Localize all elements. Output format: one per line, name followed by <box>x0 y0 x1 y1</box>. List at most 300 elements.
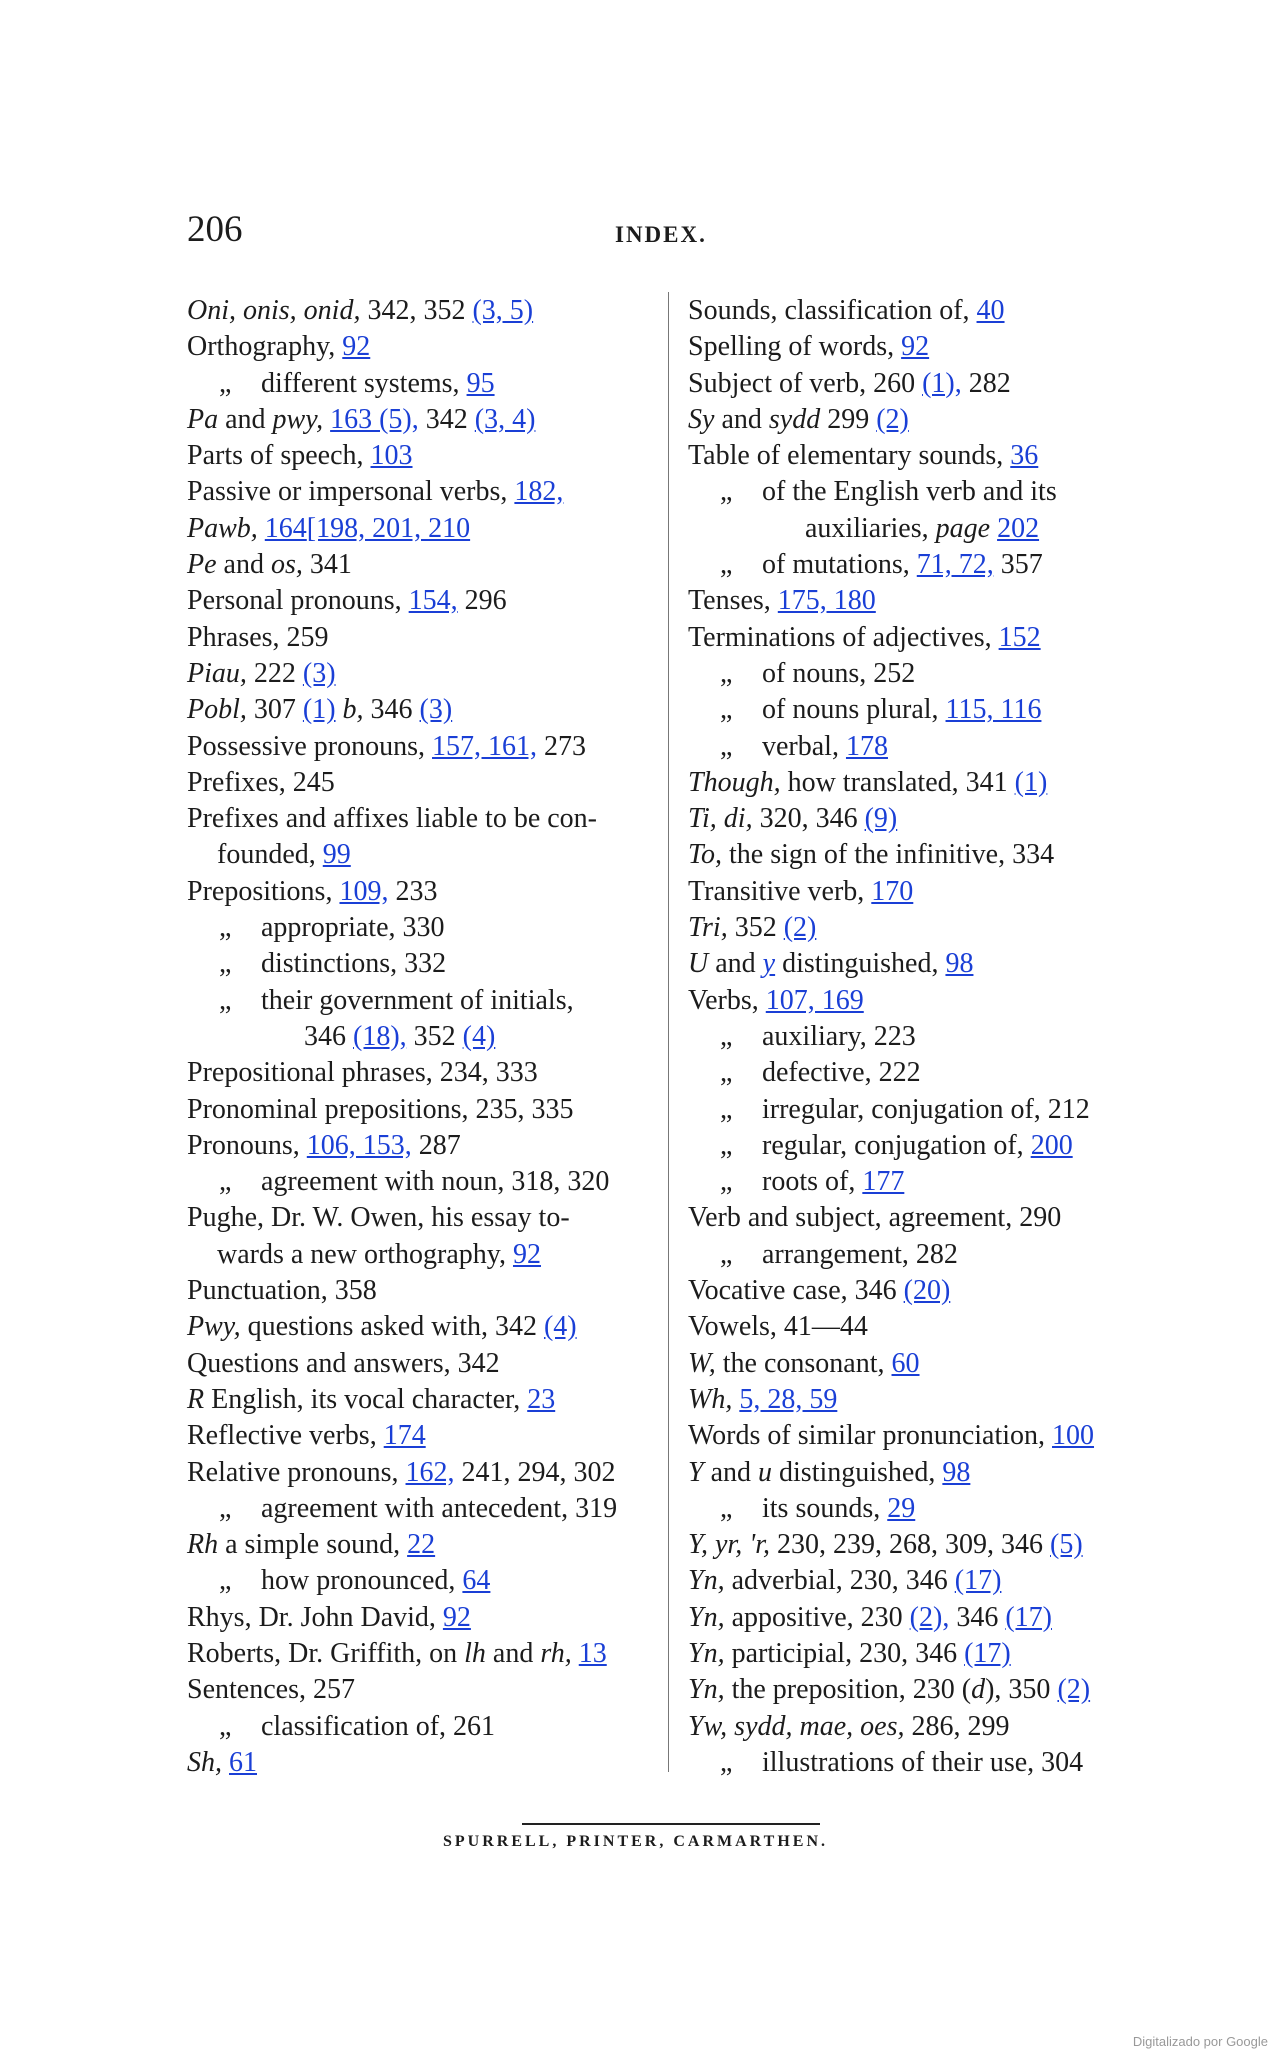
index-entry <box>688 366 1158 402</box>
page-reference-link[interactable]: 64 <box>462 1565 491 1597</box>
ditto-mark: „ <box>720 1166 733 1198</box>
page-reference-link[interactable]: 92 <box>901 331 930 363</box>
index-entry <box>688 1164 1158 1200</box>
entry-text: Orthography, <box>187 331 343 363</box>
entry-text: page <box>935 512 991 544</box>
entry-text: 222 <box>246 657 303 689</box>
index-entry <box>688 438 1158 474</box>
entry-text: 286, 299 <box>904 1710 1010 1742</box>
entry-text <box>572 1638 579 1669</box>
index-entry <box>688 1273 1158 1309</box>
entry-text: classification of, 261 <box>261 1710 496 1742</box>
entry-text: auxiliaries, <box>805 512 936 544</box>
index-entry <box>688 1709 1158 1745</box>
entry-text: Questions and answers, 342 <box>187 1347 500 1379</box>
page-reference-link[interactable]: 175, 180 <box>777 585 876 617</box>
index-entry <box>187 293 647 329</box>
index-entry <box>187 547 647 583</box>
page-reference-link[interactable]: 29 <box>887 1492 916 1524</box>
entry-text: u <box>758 1456 773 1488</box>
entry-text: founded, <box>217 839 323 871</box>
entry-text: of nouns, 252 <box>762 657 916 689</box>
index-entry <box>688 837 1158 873</box>
index-entry <box>688 293 1158 329</box>
ditto-mark: „ <box>720 730 733 762</box>
entry-text: distinctions, 332 <box>261 948 447 980</box>
index-entry <box>187 329 647 365</box>
entry-text: and <box>216 549 271 581</box>
page-reference-link[interactable]: (17) <box>954 1565 1002 1597</box>
page-reference-link[interactable]: 23 <box>527 1383 556 1415</box>
entry-text: Prepositional phrases, 234, 333 <box>187 1057 538 1089</box>
index-entry <box>187 1745 647 1781</box>
ditto-mark: „ <box>720 1129 733 1161</box>
ditto-mark: „ <box>720 476 733 508</box>
page-reference-link[interactable]: 60 <box>891 1347 920 1379</box>
index-entry <box>187 765 647 801</box>
entry-text: Subject of verb, 260 <box>688 367 923 399</box>
index-entry <box>688 1092 1158 1128</box>
index-entry <box>688 329 1158 365</box>
entry-text: English, its vocal character, <box>204 1383 528 1415</box>
entry-text: Tri, <box>688 912 728 944</box>
entry-text: a simple sound, <box>218 1529 408 1561</box>
entry-text <box>222 1747 229 1778</box>
page-reference-link[interactable]: 99 <box>322 839 351 871</box>
page-reference-link[interactable]: 98 <box>942 1456 971 1488</box>
index-entry <box>187 910 647 946</box>
entry-text: agreement with antecedent, 319 <box>261 1492 618 1524</box>
index-entry <box>187 1527 647 1563</box>
index-entry <box>688 1672 1158 1708</box>
index-entry <box>187 946 647 982</box>
entry-text: and <box>485 1637 541 1669</box>
index-entry <box>688 983 1158 1019</box>
index-entry <box>688 1055 1158 1091</box>
page-reference-link[interactable]: 92 <box>442 1601 471 1633</box>
index-entry <box>688 1382 1158 1418</box>
entry-text: Sh, <box>187 1746 222 1778</box>
index-entry <box>688 1019 1158 1055</box>
index-entry <box>187 1672 647 1708</box>
entry-text: Rh <box>187 1529 219 1561</box>
entry-text: 357 <box>993 549 1043 581</box>
entry-text: Sy <box>688 403 715 435</box>
page-reference-link[interactable]: 61 <box>229 1746 257 1778</box>
ditto-mark: „ <box>219 1492 232 1524</box>
entry-text: Prefixes, 245 <box>187 766 335 798</box>
entry-text: Yn, <box>688 1674 725 1706</box>
ditto-mark: „ <box>219 912 232 944</box>
page-reference-link[interactable]: (17) <box>964 1637 1011 1669</box>
entry-text: Tenses, <box>688 585 778 617</box>
page-reference-link[interactable]: 152 <box>998 621 1041 653</box>
page-reference-link[interactable]: 5, 28, 59 <box>739 1383 838 1415</box>
page-reference-link[interactable]: [198, 201, 210 <box>306 512 471 544</box>
entry-text: 273 <box>537 730 587 762</box>
index-entry <box>688 1128 1158 1164</box>
entry-text: Ti, di, <box>688 803 753 835</box>
index-entry <box>187 366 647 402</box>
index-entry <box>688 1636 1158 1672</box>
page-reference-link[interactable]: 177 <box>862 1166 905 1198</box>
ditto-mark: „ <box>219 984 232 1016</box>
index-entry <box>187 1237 647 1273</box>
printer-imprint: SPURRELL, PRINTER, CARMARTHEN. <box>443 1833 829 1850</box>
page-reference-link[interactable]: 103 <box>370 440 413 472</box>
entry-text: questions asked with, 342 <box>240 1311 544 1343</box>
page-reference-link[interactable]: 162, <box>405 1456 455 1488</box>
index-entry <box>187 1164 647 1200</box>
entry-text: b, <box>342 694 364 726</box>
page-reference-link[interactable]: (1) <box>302 694 336 726</box>
ditto-mark: „ <box>720 1238 733 1270</box>
entry-text: Oni, onis, onid, <box>187 295 361 326</box>
entry-text: Punctuation, 358 <box>187 1275 377 1307</box>
entry-text: appropriate, 330 <box>261 912 445 944</box>
entry-text <box>258 513 265 544</box>
entry-text: rh, <box>540 1637 572 1669</box>
entry-text: Pe <box>187 549 217 581</box>
page-reference-link[interactable]: 36 <box>1010 440 1039 472</box>
index-entry <box>187 837 647 873</box>
index-entry <box>688 874 1158 910</box>
entry-text: Terminations of adjectives, <box>688 621 999 653</box>
entry-text: Spelling of words, <box>688 331 902 363</box>
index-entry <box>187 1273 647 1309</box>
entry-text: defective, 222 <box>762 1057 921 1089</box>
entry-text: 346 <box>949 1601 1006 1633</box>
entry-text: 346 <box>304 1020 353 1052</box>
entry-text: of mutations, <box>762 549 917 581</box>
entry-text: 346 <box>363 694 420 726</box>
page-reference-link[interactable]: (2) <box>876 403 909 435</box>
entry-text: 352 <box>406 1020 463 1052</box>
entry-text: 342, 352 <box>360 295 473 326</box>
entry-text: U <box>688 948 709 980</box>
entry-text: sydd <box>768 403 821 435</box>
entry-text: regular, conjugation of, <box>762 1129 1031 1161</box>
entry-text: Sounds, classification of, <box>688 295 977 326</box>
page-reference-link[interactable]: 98 <box>945 948 974 980</box>
digitization-note: Digitalizado por Google <box>1132 2034 1268 2049</box>
entry-text: lh <box>464 1637 486 1669</box>
ditto-mark: „ <box>219 948 232 980</box>
index-entry <box>688 547 1158 583</box>
page-reference-link[interactable]: 164 <box>264 512 307 544</box>
entry-text: Vocative case, 346 <box>688 1275 904 1307</box>
page-reference-link[interactable]: (17) <box>1005 1601 1052 1633</box>
index-entry <box>187 1382 647 1418</box>
index-entry <box>187 801 647 837</box>
entry-text: different systems, <box>261 367 467 399</box>
entry-text: os, <box>270 549 303 581</box>
page-reference-link[interactable]: (3, 4) <box>474 403 536 435</box>
entry-text: 296 <box>457 585 507 617</box>
entry-text: 233 <box>388 875 438 907</box>
page-reference-link[interactable]: (2) <box>783 912 817 944</box>
entry-text: arrangement, 282 <box>762 1238 958 1270</box>
entry-text: Relative pronouns, <box>187 1456 406 1488</box>
index-entry <box>187 438 647 474</box>
entry-text: irregular, conjugation of, 212 <box>762 1093 1090 1125</box>
page-reference-link[interactable]: (2) <box>1057 1674 1091 1706</box>
page-reference-link[interactable]: 92 <box>512 1238 541 1270</box>
index-entry <box>187 1055 647 1091</box>
entry-text: 282 <box>961 367 1011 399</box>
entry-text: 352 <box>727 912 784 944</box>
page-reference-link[interactable]: 92 <box>342 331 371 363</box>
entry-text: auxiliary, 223 <box>762 1020 916 1052</box>
index-entry <box>688 1309 1158 1345</box>
entry-text: 307 <box>246 694 303 726</box>
entry-text: and <box>708 948 763 980</box>
entry-text: Phrases, 259 <box>187 621 329 653</box>
entry-text: Reflective verbs, <box>187 1420 384 1452</box>
entry-text: Pronominal prepositions, 235, 335 <box>187 1093 574 1125</box>
page-reference-link[interactable]: (4) <box>462 1020 496 1052</box>
entry-text: W, <box>688 1347 716 1379</box>
entry-text: Yn, <box>688 1637 725 1669</box>
index-entry <box>688 1418 1158 1454</box>
index-entry <box>187 474 647 510</box>
entry-text: distinguished, <box>772 1456 943 1488</box>
page-reference-link[interactable]: 157, 161, <box>432 730 538 762</box>
entry-text: d <box>971 1674 986 1706</box>
entry-text: Transitive verb, <box>688 875 872 907</box>
page-reference-link[interactable]: 95 <box>466 367 495 399</box>
index-entry <box>688 1455 1158 1491</box>
entry-text: distinguished, <box>775 948 946 980</box>
entry-text: and <box>218 403 273 435</box>
entry-text: 341 <box>302 549 352 581</box>
entry-text: To, <box>688 839 723 871</box>
entry-tail <box>307 513 470 544</box>
index-entry <box>187 692 647 728</box>
entry-text: Roberts, Dr. Griffith, on <box>187 1637 465 1669</box>
entry-text: Words of similar pronunciation, <box>688 1420 1053 1452</box>
page-reference-link[interactable]: (2), <box>909 1601 950 1633</box>
ditto-mark: „ <box>720 1057 733 1089</box>
entry-text: Y, yr, 'r, <box>688 1529 771 1561</box>
index-column-right <box>688 293 1158 1781</box>
index-entry <box>187 583 647 619</box>
page-reference-link[interactable]: 106, 153, <box>306 1129 412 1161</box>
page-reference-link[interactable]: (20) <box>903 1275 951 1307</box>
entry-text: 241, 294, 302 <box>454 1456 616 1488</box>
page-number: 206 <box>187 209 243 250</box>
entry-text: Vowels, 41—44 <box>688 1311 868 1343</box>
entry-text: the consonant, <box>715 1347 892 1379</box>
page-reference-link[interactable]: y <box>762 948 776 980</box>
index-entry <box>688 511 1158 547</box>
entry-text: ), 350 <box>985 1674 1058 1706</box>
index-entry <box>688 692 1158 728</box>
entry-text: Parts of speech, <box>187 440 371 472</box>
printer-rule <box>522 1823 820 1825</box>
ditto-mark: „ <box>720 657 733 689</box>
entry-text: 299 <box>820 403 877 435</box>
page-reference-link[interactable]: 71, 72, <box>916 549 994 581</box>
index-entry <box>187 1709 647 1745</box>
page-reference-link[interactable]: 182, <box>514 476 564 508</box>
entry-text: the preposition, 230 ( <box>724 1674 972 1706</box>
entry-text: appositive, 230 <box>724 1601 910 1633</box>
index-entry <box>187 1128 647 1164</box>
column-divider <box>668 292 669 1772</box>
entry-text: the sign of the infinitive, 334 <box>722 839 1055 871</box>
index-entry <box>187 1491 647 1527</box>
index-entry <box>688 1346 1158 1382</box>
index-entry <box>187 656 647 692</box>
entry-text: Verb and subject, agreement, 290 <box>688 1202 1062 1234</box>
page-reference-link[interactable]: (3) <box>302 657 336 689</box>
index-entry <box>688 474 1158 510</box>
entry-text: Yn, <box>688 1601 725 1633</box>
entry-text: Pronouns, <box>187 1129 307 1161</box>
entry-text: roots of, <box>762 1166 863 1198</box>
page-reference-link[interactable]: (5) <box>1050 1529 1083 1561</box>
index-entry <box>187 1455 647 1491</box>
ditto-mark: „ <box>219 1166 232 1198</box>
index-entry <box>688 620 1158 656</box>
entry-text: 342 <box>418 403 475 435</box>
page-reference-link[interactable]: 115, 116 <box>945 694 1042 726</box>
index-entry <box>187 511 647 547</box>
entry-text: Pwy, <box>187 1311 241 1343</box>
ditto-mark: „ <box>720 1492 733 1524</box>
entry-text: Prefixes and affixes liable to be con- <box>187 803 598 835</box>
entry-text: Passive or impersonal verbs, <box>187 476 515 508</box>
ditto-mark: „ <box>720 1020 733 1052</box>
ditto-mark: „ <box>720 1093 733 1125</box>
page-reference-link[interactable]: 170 <box>871 875 914 907</box>
ditto-mark: „ <box>720 1746 733 1778</box>
entry-text: Possessive pronouns, <box>187 730 433 762</box>
entry-text: Rhys, Dr. John David, <box>187 1601 443 1633</box>
entry-text: and <box>714 403 769 435</box>
entry-text: adverbial, 230, 346 <box>724 1565 955 1597</box>
page-reference-link[interactable]: (1) <box>1014 766 1048 798</box>
entry-text: pwy, <box>272 403 324 435</box>
entry-text: of the English verb and its <box>762 476 1057 508</box>
page-reference-link[interactable]: 178 <box>845 730 888 762</box>
entry-text: Sentences, 257 <box>187 1674 355 1706</box>
index-entry <box>688 402 1158 438</box>
ditto-mark: „ <box>219 1710 232 1742</box>
entry-text: their government of initials, <box>261 984 574 1016</box>
page-reference-link[interactable]: (18), <box>353 1020 407 1052</box>
index-entry <box>187 402 647 438</box>
entry-text <box>336 694 343 725</box>
index-entry <box>187 874 647 910</box>
running-head: INDEX. <box>615 222 707 247</box>
page-reference-link[interactable]: (3) <box>419 694 453 726</box>
entry-text: Yw, sydd, mae, oes, <box>688 1710 905 1742</box>
index-entry <box>187 1563 647 1599</box>
ditto-mark: „ <box>219 1565 232 1597</box>
index-entry <box>688 1200 1158 1236</box>
entry-text: Pawb, <box>187 512 258 544</box>
entry-text: of nouns plural, <box>762 694 946 726</box>
index-entry <box>187 1600 647 1636</box>
entry-text: and <box>703 1456 759 1488</box>
page-reference-link[interactable]: 100 <box>1052 1420 1095 1452</box>
index-entry <box>187 1636 647 1672</box>
page-reference-link[interactable]: 107, 169 <box>765 984 864 1016</box>
index-entry <box>688 946 1158 982</box>
ditto-mark: „ <box>219 367 232 399</box>
entry-text: 230, 239, 268, 309, 346 <box>770 1529 1051 1561</box>
entry-text: Verbs, <box>688 984 766 1016</box>
entry-text: Table of elementary sounds, <box>688 440 1011 472</box>
entry-text: Pa <box>187 403 219 435</box>
page-reference-link[interactable]: 13 <box>578 1637 607 1669</box>
page-reference-link[interactable]: 200 <box>1030 1129 1073 1161</box>
entry-text: how translated, 341 <box>780 766 1015 798</box>
index-entry <box>688 1237 1158 1273</box>
entry-text: illustrations of their use, 304 <box>762 1746 1084 1778</box>
entry-text: its sounds, <box>762 1492 888 1524</box>
entry-text: Personal pronouns, <box>187 585 409 617</box>
entry-text: Yn, <box>688 1565 725 1597</box>
entry-text: Y <box>688 1456 704 1488</box>
entry-text: 287 <box>411 1129 461 1161</box>
ditto-mark: „ <box>720 694 733 726</box>
entry-text: wards a new orthography, <box>217 1238 513 1270</box>
page-reference-link[interactable]: 22 <box>407 1529 436 1561</box>
index-entry <box>187 1346 647 1382</box>
index-entry <box>688 910 1158 946</box>
index-entry <box>688 1745 1158 1781</box>
index-entry <box>187 729 647 765</box>
index-entry <box>688 801 1158 837</box>
page-reference-link[interactable]: (1), <box>922 367 962 399</box>
index-entry <box>688 765 1158 801</box>
index-entry <box>187 1309 647 1345</box>
entry-text: 320, 346 <box>752 803 865 835</box>
index-entry <box>187 983 647 1019</box>
entry-text: Prepositions, <box>187 875 340 907</box>
index-entry <box>688 1491 1158 1527</box>
entry-text <box>990 513 997 544</box>
page-reference-link[interactable]: 202 <box>997 512 1040 544</box>
entry-text: Piau, <box>187 657 247 689</box>
page-reference-link[interactable]: 40 <box>976 295 1005 326</box>
page-reference-link[interactable]: 154, <box>408 585 458 617</box>
entry-text: Pobl, <box>187 694 247 726</box>
index-entry <box>688 656 1158 692</box>
index-entry <box>688 1600 1158 1636</box>
index-entry <box>688 583 1158 619</box>
entry-text: Wh, <box>688 1383 733 1415</box>
index-entry <box>187 1200 647 1236</box>
page-reference-link[interactable]: (3, 5) <box>472 295 534 326</box>
page-reference-link[interactable]: 163 (5), <box>330 403 419 435</box>
page-reference-link[interactable]: 109, <box>339 875 389 907</box>
page-reference-link[interactable]: (4) <box>543 1311 577 1343</box>
index-entry <box>187 1418 647 1454</box>
page-reference-link[interactable]: (9) <box>864 803 898 835</box>
entry-text: Though, <box>688 766 781 798</box>
index-entry <box>187 1019 647 1055</box>
page-reference-link[interactable]: 174 <box>383 1420 426 1452</box>
index-entry <box>688 1563 1158 1599</box>
index-entry <box>187 1092 647 1128</box>
entry-text: R <box>187 1383 205 1415</box>
index-entry <box>688 729 1158 765</box>
entry-text: participial, 230, 346 <box>724 1637 965 1669</box>
